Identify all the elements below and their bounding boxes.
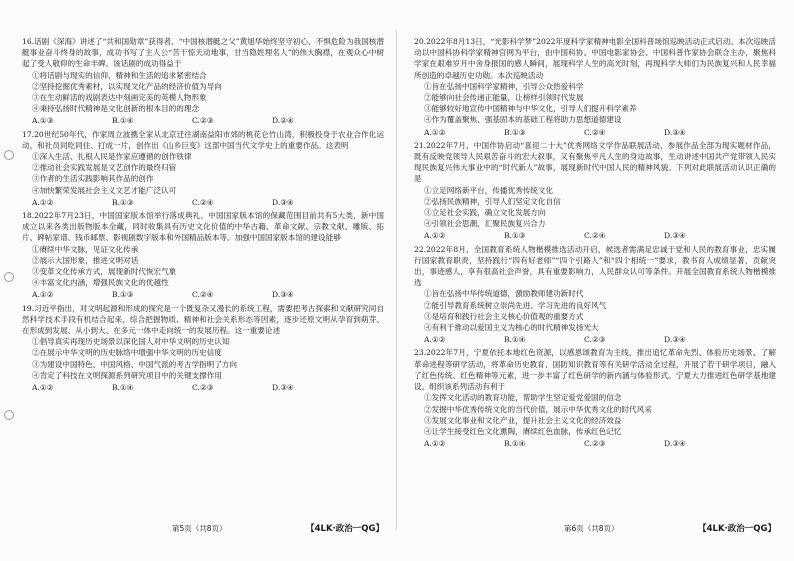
answer-choice-a: A.①② <box>424 335 446 345</box>
left-page-footer <box>22 522 384 536</box>
answer-choice-d: D.③④ <box>272 383 294 393</box>
answer-choice-d: D.③④ <box>664 127 686 137</box>
answer-choices <box>414 334 776 345</box>
option: ③为建设中国特色、中国风格、中国气派的考古学指明了方向 <box>32 359 238 369</box>
binding-hole-mark <box>4 410 14 420</box>
option: ③在生动鲜活的戏剧表达中刻画完美的英模人物形象 <box>32 93 207 103</box>
answer-choice-c: C.②③ <box>584 439 606 449</box>
answer-choice-d: D.③④ <box>272 290 294 300</box>
answer-choice-a: A.①③ <box>32 116 54 126</box>
option: ④丰富文化内涵，增强民族文化的优越性 <box>32 278 169 288</box>
option: ①深入生活、扎根人民是作家应遵循的创作铁律 <box>32 152 192 162</box>
answer-choice-d: D.③④ <box>272 197 294 207</box>
answer-choices <box>414 127 776 138</box>
option: ②推动社会实践发展是文艺创作的最终归宿 <box>32 163 177 173</box>
question-21 <box>414 140 776 242</box>
answer-choice-c: C.②③ <box>584 335 606 345</box>
exam-code-tag: 【4LK·政治一QG】 <box>698 524 776 534</box>
answer-choice-b: B.①④ <box>504 335 526 345</box>
option: ②能够向社会传递正能量，让榜样引领时代发展 <box>424 93 584 103</box>
option: ④作为覆盖聚焦、强基固本的基础工程将助力思想道德建设 <box>424 115 622 125</box>
option: ④秉持弘扬时代精神是文化创新的根本目的的理念 <box>32 104 200 114</box>
option: ②发掘中华优秀传统文化的当代价值，展示中华优秀文化的时代风采 <box>424 404 652 414</box>
answer-choice-b: B.①③ <box>504 127 526 137</box>
answer-choices <box>414 438 776 449</box>
answer-choices <box>22 115 384 126</box>
option: ④引领社会思潮，汇聚民族复兴合力 <box>424 219 546 229</box>
answer-choice-b: B.①③ <box>112 290 134 300</box>
option: ②坚持挖掘优秀素材，以实现文化产品的经济价值为导向 <box>32 81 222 91</box>
option: ③变革文化传承方式，展现新时代恢宏气象 <box>32 267 177 277</box>
question-stem: 18.2022年7月23日，中国国家版本馆举行落成典礼。中国国家版本馆的保藏范围目前共有5大类，新中国成立以来各类出版物版本全藏，同时收集具有历史文化价值的中华古籍、革命文献、宗教文献、雕版、拓片、碑帖家谱、钱币邮票、影视剧数字版本和外国精品版本等。加强中国国家版本馆的建设能够 <box>22 211 384 243</box>
page-number: 第5页（共8页） <box>172 524 227 533</box>
page-divider <box>396 30 397 530</box>
question-22 <box>414 244 776 346</box>
option: ①倡导真实再现历史场景以深化国人对中华文明的历史认知 <box>32 337 230 347</box>
right-page-footer <box>414 522 776 536</box>
question-20 <box>414 36 776 138</box>
question-16 <box>22 36 384 127</box>
question-23 <box>414 347 776 449</box>
answer-choice-b: B.①③ <box>504 231 526 241</box>
option: ①旨在弘扬中国科学家精神，引导公众热爱科学 <box>424 81 584 91</box>
answer-choice-c: C.②④ <box>584 231 606 241</box>
answer-choice-a: A.①② <box>32 383 54 393</box>
answer-choice-b: B.①④ <box>112 116 134 126</box>
right-page-column <box>414 36 776 451</box>
answer-choice-a: A.①② <box>424 439 446 449</box>
option: ③是培育和践行社会主义核心价值观的重要方式 <box>424 311 584 321</box>
question-stem: 19.习近平指出，对文明起源和形成的探究是一个既复杂又漫长的系统工程，需要把考古探索和文献研究同自然科学技术手段有机结合起来，综合把握物质、精神和社会关系形态等因素，逐步还原文明从孕育到萌芽、在形成到发展、从小到大、在多元一体中走向统一的发展历程。这一重要论述 <box>22 303 384 336</box>
option: ①发挥文化活动的教育功能，帮助学生坚定爱党爱国的信念 <box>424 393 622 403</box>
question-18 <box>22 210 384 301</box>
binding-hole-mark <box>4 150 14 160</box>
option: ②弘扬民族精神，引导人们坚定文化自信 <box>424 196 561 206</box>
option: ③立足社会实践，确立文化发展方向 <box>424 208 546 218</box>
answer-choice-a: A.①② <box>32 197 54 207</box>
answer-choices <box>414 230 776 241</box>
option: ④让学生接受红色文化熏陶，赓续红色血脉，传承红色记忆 <box>424 426 622 436</box>
answer-choice-c: C.②④ <box>584 127 606 137</box>
answer-choice-a: A.①② <box>32 290 54 300</box>
answer-choice-a: A.①② <box>424 127 446 137</box>
question-stem: 16.话剧《深海》讲述了“共和国勋章”获得者、“中国核潜艇之父”黄旭华始终坚守初心、不惧危险为我国核潜艇事业奋斗终身的故事，成功书写了主人公“苦干惊天动地事，甘当隐姓埋名人”的伟大胸襟，在观众心中树起了受人敬仰的生命丰碑。该话剧的成功得益于 <box>22 37 384 69</box>
answer-choice-c: C.②④ <box>192 197 214 207</box>
option: ③能够较好地宣传中国精神与中华文化，引导人们提升科学素养 <box>424 104 637 114</box>
answer-choice-b: B.①④ <box>112 383 134 393</box>
option: ①立足网络新平台，传播优秀传统文化 <box>424 185 554 195</box>
answer-choice-d: D.③④ <box>664 439 686 449</box>
binding-hole-mark <box>4 272 14 282</box>
option: ④有利于推动以爱国主义为核心的时代精神发扬光大 <box>424 323 599 333</box>
option: ②展示大国形象，推进文明对话 <box>32 255 139 265</box>
answer-choice-b: B.①③ <box>112 197 134 207</box>
answer-choice-a: A.①② <box>424 231 446 241</box>
option: ②在展示中华文明的历史脉络中增强中华文明的历史信度 <box>32 348 222 358</box>
answer-choices <box>22 289 384 300</box>
answer-choice-d: D.②④ <box>272 116 294 126</box>
option: ①将话剧与现实的信仰、精神和生活的追求紧密结合 <box>32 70 207 80</box>
answer-choices <box>22 382 384 393</box>
option: ①赓续中华文脉，见证文化传承 <box>32 244 139 254</box>
question-19 <box>22 303 384 394</box>
option: ④肯定了科技在文明探源系列研究项目中的关键支撑作用 <box>32 370 222 380</box>
answer-choice-c: C.②③ <box>192 383 214 393</box>
page-number: 第6页（共8页） <box>564 524 619 533</box>
answer-choice-c: C.②③ <box>192 116 214 126</box>
answer-choice-c: C.②④ <box>192 290 214 300</box>
answer-choice-d: D.③④ <box>664 335 686 345</box>
answer-choice-b: B.①④ <box>504 439 526 449</box>
answer-choices <box>22 197 384 208</box>
question-17 <box>22 129 384 208</box>
option: ①旨在弘扬中华传统道德，激励教师建功新时代 <box>424 289 584 299</box>
exam-code-tag: 【4LK·政治一QG】 <box>306 524 384 534</box>
option: ②能引导教育系统树立崇尚先进、学习先进的良好风气 <box>424 300 607 310</box>
answer-choice-d: D.③④ <box>664 231 686 241</box>
left-page-column <box>22 36 384 395</box>
question-stem: 23.2022年7月，宁夏依托本地红色资源，以感恩颂教育为主线，推出追忆革命先烈、体验历史场景、了解革命进程等研学活动，将革命历史教育、国防知识教育等有关研学活动全过程，开展了若干研学项目，融入了红色传统、红色精神等元素，进一步丰富了红色研学的新内涵与体验形式。宁夏大力推进红色研学基地建设。组织该系列活动有利于 <box>414 348 776 392</box>
option: ③作者的生活实践影响其作品的创作 <box>32 174 154 184</box>
question-stem: 21.2022年7月，中国作协启动“喜迎二十大”优秀网络文学作品联展活动，参展作品全部为现实题材作品，既有反映党领导人民艰苦奋斗的宏大叙事，又有聚焦平凡人生的身边故事，生动讲述中国共产党带领人民实现民族复兴伟大事业中的“时代新人”故事，展现新时代中国人民的精神风貌。下列对此联展活动认识正确的是 <box>414 140 776 184</box>
question-stem: 17.20世纪50年代，作家周立波携全家从北京迁往湖南益阳市郊的桃花仑竹山湾，积极投身于农业合作化运动，和社员同吃同住、打成一片，创作出《山乡巨变》这部中国当代文学史上的重要作品。这表明 <box>22 129 384 150</box>
question-stem: 22.2022年8月，全国教育系统人物楷模推选活动开启，候选者需满足忠诚于党和人民的教育事业，忠实履行国家教育职责，坚持践行“四有好老师”“四个引路人”和“四个相统一”要求，教书育人成绩显著，贡献突出，事迹感人，享有很高社会声誉，具有重要影响力，人民群众认可等条件。开展全国教育系统人物楷模推选 <box>414 244 776 288</box>
question-stem: 20.2022年8月13日，“光影科学梦”2022年度科学家精神电影全国科普场馆巡映活动正式启动。本次巡映活动以中国科协科学家精神官网为平台，由中国科协、中国电影家协会、中国科普作家协会联合主办，聚焦科学家在艰难岁月中舍身报国的感人瞬间，展现科学人生的高光时刻，再现科学大师们为民族复兴和人民幸福所创造的卓越历史功勋。本次巡映活动 <box>414 37 776 80</box>
option: ③发展文化事业和文化产业，提升社会主义文化的经济效益 <box>424 415 622 425</box>
option: ④加快繁荣发展社会主义文艺才能广泛认可 <box>32 185 177 195</box>
